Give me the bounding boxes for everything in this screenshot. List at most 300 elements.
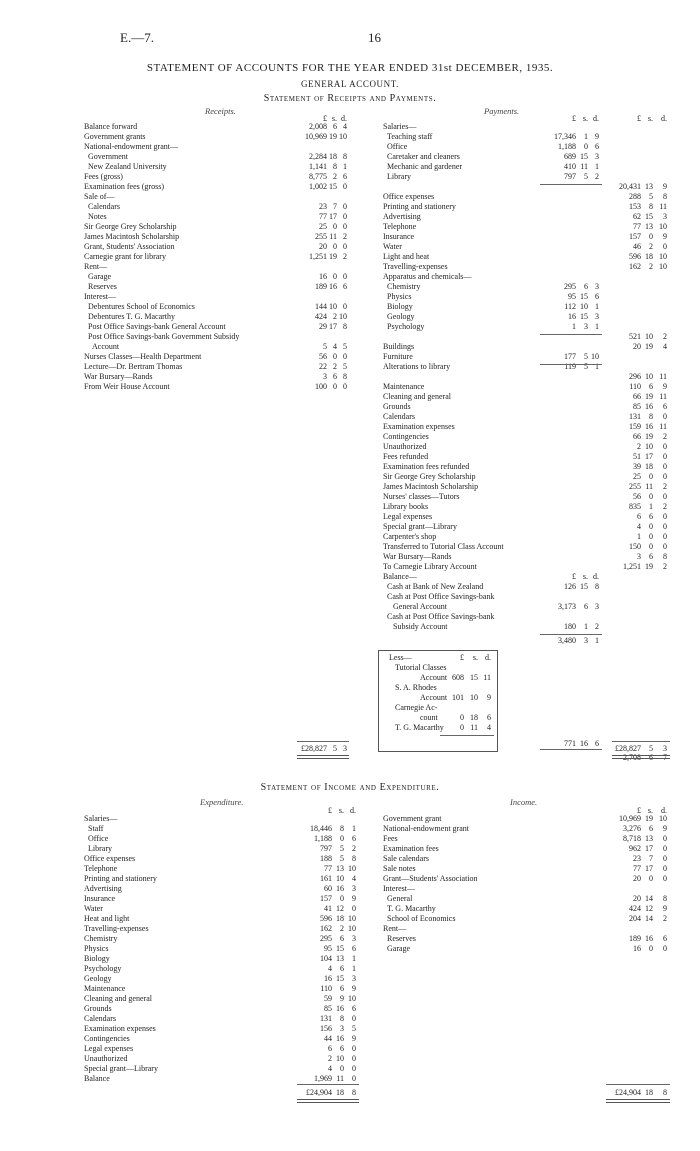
amount-pence: 1 — [352, 954, 356, 963]
amount-pence: 2 — [343, 232, 347, 241]
inner-amount-pounds: £ — [572, 572, 576, 581]
row-label: Library books — [383, 502, 429, 511]
outer-amount-pounds: 296 — [629, 372, 641, 381]
outer-amount-pounds: 62 — [633, 212, 641, 221]
row-label: Special grant—Library — [84, 1064, 158, 1073]
row-label: Printing and stationery — [84, 874, 157, 883]
row-label: Salaries— — [383, 122, 417, 131]
row-label: Rent— — [84, 262, 108, 271]
amount-shillings: 12 — [645, 904, 653, 913]
receipts-total-pence: 3 — [343, 744, 347, 753]
row-label: Fees (gross) — [84, 172, 123, 181]
less-amount-pounds: 101 — [452, 693, 464, 702]
amount-pence: 9 — [352, 1034, 356, 1043]
amount-shillings: 12 — [336, 904, 344, 913]
row-label: Chemistry — [387, 282, 421, 291]
row-label: Carpenter's shop — [383, 532, 437, 541]
row-label: Contingencies — [84, 1034, 130, 1043]
row-label: New Zealand University — [88, 162, 167, 171]
outer-amount-pounds: 39 — [633, 462, 641, 471]
row-label: Cash at Post Office Savings-bank — [387, 592, 495, 601]
outer-amount-shillings: 0 — [649, 532, 653, 541]
amount-pounds: 77 — [319, 212, 327, 221]
outer-amount-pence: 9 — [663, 382, 667, 391]
row-label: Government — [88, 152, 128, 161]
total-double-rule — [612, 755, 670, 759]
amount-shillings: 18 — [329, 152, 337, 161]
outer-amount-shillings: 2 — [649, 262, 653, 271]
amount-pence: 0 — [352, 1014, 356, 1023]
amount-pounds: 295 — [320, 934, 332, 943]
outer-amount-shillings: 19 — [645, 392, 653, 401]
row-label: T. G. Macarthy — [387, 904, 436, 913]
row-label: Telephone — [84, 864, 118, 873]
outer-amount-pence: 11 — [659, 422, 667, 431]
outer-amount-pounds: 56 — [633, 492, 641, 501]
amount-pence: 9 — [663, 824, 667, 833]
amount-pence: 1 — [352, 964, 356, 973]
subtotal-rule — [540, 334, 602, 335]
outer-amount-shillings: 10 — [645, 372, 653, 381]
outer-amount-pounds: 1,251 — [623, 562, 641, 571]
amount-shillings: 2 — [340, 924, 344, 933]
row-label: Examination expenses — [383, 422, 455, 431]
row-label: Cleaning and general — [383, 392, 451, 401]
amount-pounds: 255 — [315, 232, 327, 241]
row-label: Grounds — [84, 1004, 112, 1013]
outer-amount-pence: 0 — [663, 532, 667, 541]
income-total-shillings: 18 — [645, 1088, 653, 1097]
row-label: Account — [92, 342, 120, 351]
total-double-rule — [297, 755, 349, 759]
amount-pounds: 204 — [629, 914, 641, 923]
row-label: Cash at Bank of New Zealand — [387, 582, 484, 591]
row-label: Salaries— — [84, 814, 118, 823]
amount-pounds: 5 — [323, 342, 327, 351]
amount-shillings: 15 — [329, 182, 337, 191]
amount-pence: 0 — [663, 864, 667, 873]
amount-pence: 8 — [343, 372, 347, 381]
outer-amount-shillings: 11 — [645, 482, 653, 491]
row-label: Reserves — [387, 934, 416, 943]
outer-amount-shillings: 19 — [645, 342, 653, 351]
amount-pence: 10 — [339, 312, 347, 321]
amount-pence: 5 — [343, 362, 347, 371]
amount-pence: 2 — [343, 252, 347, 261]
total-double-rule — [297, 1099, 359, 1103]
row-label: Physics — [84, 944, 109, 953]
less-amount-shillings: 10 — [470, 693, 478, 702]
amount-pounds: 2 — [328, 1054, 332, 1063]
outer-amount-pounds: 255 — [629, 482, 641, 491]
pound-header: £ — [328, 806, 332, 815]
amount-pence: 6 — [352, 834, 356, 843]
less-amount-pence: 6 — [487, 713, 491, 722]
less-amount-shillings: 15 — [470, 673, 478, 682]
outer-amount-shillings: 0 — [649, 492, 653, 501]
less-amount-pounds: 0 — [460, 713, 464, 722]
outer-amount-pence: 0 — [663, 512, 667, 521]
amount-pounds: 4 — [328, 1064, 332, 1073]
shilling-header: s. — [338, 806, 344, 815]
outer-amount-pence: 0 — [663, 462, 667, 471]
row-label: Balance — [84, 1074, 110, 1083]
amount-shillings: 17 — [645, 864, 653, 873]
amount-shillings: 2 — [333, 312, 337, 321]
outer-amount-pounds: 110 — [629, 382, 641, 391]
amount-pence: 0 — [663, 834, 667, 843]
row-label: Unauthorized — [383, 442, 427, 451]
inner-amount-pounds: 95 — [568, 292, 576, 301]
receipts-total-shillings: 5 — [333, 744, 337, 753]
inner-amount-shillings: 5 — [584, 352, 588, 361]
inner-amount-pence: 6 — [595, 142, 599, 151]
inner-amount-pence: 3 — [595, 152, 599, 161]
amount-shillings: 0 — [340, 1064, 344, 1073]
less-amount-pence: 9 — [487, 693, 491, 702]
outer-amount-shillings: 6 — [649, 512, 653, 521]
inner-amount-shillings: s. — [582, 572, 588, 581]
outer-amount-shillings: 5 — [649, 192, 653, 201]
outer-amount-shillings: 10 — [645, 442, 653, 451]
inner-amount-pence: 10 — [591, 352, 599, 361]
outer-amount-pence: 8 — [663, 192, 667, 201]
less-header-shillings: s. — [472, 653, 478, 662]
row-label: Office expenses — [383, 192, 435, 201]
outer-amount-shillings: 17 — [645, 452, 653, 461]
amount-pence: 6 — [352, 944, 356, 953]
inner-amount-pence: d. — [593, 572, 599, 581]
outer-amount-pounds: 6 — [637, 512, 641, 521]
amount-pence: 0 — [343, 302, 347, 311]
inner-amount-pounds: 177 — [564, 352, 576, 361]
total-rule — [297, 1084, 359, 1085]
outer-amount-pounds: 157 — [629, 232, 641, 241]
receipts-total-pounds: £28,827 — [301, 744, 327, 753]
amount-pounds: 20 — [633, 874, 641, 883]
outer-amount-shillings: 16 — [645, 402, 653, 411]
amount-pounds: 29 — [319, 322, 327, 331]
outer-amount-pounds: 51 — [633, 452, 641, 461]
less-header-pounds: £ — [460, 653, 464, 662]
amount-shillings: 10 — [336, 1054, 344, 1063]
row-label: Examination expenses — [84, 1024, 156, 1033]
amount-pounds: 77 — [324, 864, 332, 873]
expenditure-total-pounds: £24,904 — [306, 1088, 332, 1097]
amount-shillings: 0 — [333, 222, 337, 231]
row-label: Carnegie Ac- — [395, 703, 438, 712]
amount-pounds: 162 — [320, 924, 332, 933]
outer-amount-pence: 6 — [663, 402, 667, 411]
amount-pounds: 8,775 — [309, 172, 327, 181]
subtotal-rule — [540, 184, 602, 185]
amount-pounds: 424 — [629, 904, 641, 913]
inner-amount-pence: 2 — [595, 622, 599, 631]
receipts-heading: Receipts. — [205, 106, 236, 116]
page-number: 16 — [368, 30, 381, 45]
row-label: Chemistry — [84, 934, 118, 943]
amount-pence: 6 — [343, 172, 347, 181]
less-amount-shillings: 11 — [470, 723, 478, 732]
row-label: Fees — [383, 834, 398, 843]
outer-amount-pounds: 77 — [633, 222, 641, 231]
row-label: Interest— — [84, 292, 116, 301]
amount-pence: 10 — [659, 814, 667, 823]
outer-amount-pence: 10 — [659, 222, 667, 231]
outer-amount-shillings: 0 — [649, 542, 653, 551]
total-rule — [612, 741, 670, 742]
outer-amount-pounds: 1 — [637, 532, 641, 541]
amount-shillings: 6 — [333, 372, 337, 381]
amount-pence: 0 — [343, 222, 347, 231]
total-rule — [606, 1084, 670, 1085]
amount-pounds: 16 — [633, 944, 641, 953]
inner-amount-pounds: 1,188 — [558, 142, 576, 151]
shilling-header: s. — [331, 114, 337, 123]
row-label: Geology — [84, 974, 112, 983]
amount-shillings: 3 — [340, 1024, 344, 1033]
row-label: War Bursary—Rands — [84, 372, 153, 381]
row-label: Fees refunded — [383, 452, 429, 461]
less-amount-pence: 4 — [487, 723, 491, 732]
amount-pence: 10 — [348, 914, 356, 923]
payments-total-pounds: £28,827 — [615, 744, 641, 753]
amount-pence: 6 — [352, 1004, 356, 1013]
amount-pounds: 6 — [328, 1044, 332, 1053]
amount-pounds: 1,251 — [309, 252, 327, 261]
row-label: Balance forward — [84, 122, 138, 131]
row-label: Staff — [88, 824, 104, 833]
inner-amount-shillings: 1 — [584, 622, 588, 631]
amount-pence: 8 — [663, 894, 667, 903]
inner-amount-pounds: 126 — [564, 582, 576, 591]
amount-shillings: 13 — [645, 834, 653, 843]
less-total-pounds: 771 — [564, 739, 576, 748]
inner-amount-shillings: 15 — [580, 292, 588, 301]
outer-amount-pence: 2 — [663, 562, 667, 571]
row-label: Water — [383, 242, 402, 251]
row-label: Biology — [387, 302, 413, 311]
amount-shillings: 19 — [329, 132, 337, 141]
row-label: Grounds — [383, 402, 411, 411]
amount-pounds: 2,008 — [309, 122, 327, 131]
row-label: Post Office Savings-bank General Account — [88, 322, 226, 331]
outer-amount-shillings: 19 — [645, 562, 653, 571]
outer-amount-shillings: 1 — [649, 502, 653, 511]
amount-pence: 4 — [343, 122, 347, 131]
inner-amount-shillings: 11 — [580, 162, 588, 171]
amount-pence: 4 — [352, 874, 356, 883]
amount-pounds: 20 — [633, 894, 641, 903]
row-label: Library — [387, 172, 411, 181]
outer-amount-pence: 8 — [663, 552, 667, 561]
inner-amount-pence: 1 — [595, 302, 599, 311]
outer-amount-pence: 10 — [659, 262, 667, 271]
row-label: Biology — [84, 954, 110, 963]
inner-amount-shillings: 6 — [584, 602, 588, 611]
amount-shillings: 8 — [340, 1014, 344, 1023]
outer-amount-pounds: 521 — [629, 332, 641, 341]
less-header-pence: d. — [485, 653, 491, 662]
outer-amount-pence: 2 — [663, 502, 667, 511]
amount-pounds: 188 — [320, 854, 332, 863]
amount-shillings: 4 — [333, 342, 337, 351]
outer-amount-shillings: 8 — [649, 412, 653, 421]
inner-amount-pence: 1 — [595, 362, 599, 371]
row-label: James Macintosh Scholarship — [84, 232, 180, 241]
outer-amount-pence: 2 — [663, 332, 667, 341]
amount-pounds: 77 — [633, 864, 641, 873]
inner-amount-shillings: 3 — [584, 322, 588, 331]
amount-shillings: 2 — [333, 362, 337, 371]
row-label: Psychology — [387, 322, 425, 331]
row-label: Examination fees — [383, 844, 439, 853]
row-label: James Macintosh Scholarship — [383, 482, 479, 491]
row-label: Garage — [387, 944, 411, 953]
inner-amount-pence: 3 — [595, 282, 599, 291]
pound-header: £ — [637, 806, 641, 815]
row-label: Account — [420, 673, 448, 682]
inner-amount-pounds: 410 — [564, 162, 576, 171]
row-label: Examination fees refunded — [383, 462, 470, 471]
amount-pounds: 10,969 — [619, 814, 641, 823]
row-label: Maintenance — [383, 382, 425, 391]
amount-pounds: 2,284 — [309, 152, 327, 161]
amount-shillings: 10 — [329, 302, 337, 311]
income-total-pounds: £24,904 — [615, 1088, 641, 1097]
amount-shillings: 8 — [340, 824, 344, 833]
amount-shillings: 16 — [336, 1004, 344, 1013]
outer-amount-pounds: 159 — [629, 422, 641, 431]
inner-amount-pence: 2 — [595, 172, 599, 181]
row-label: Cash at Post Office Savings-bank — [387, 612, 495, 621]
amount-pounds: 16 — [324, 974, 332, 983]
outer-amount-pounds: 150 — [629, 542, 641, 551]
pence-header-a: d. — [593, 114, 599, 123]
amount-pounds: 962 — [629, 844, 641, 853]
row-label: Special grant—Library — [383, 522, 457, 531]
amount-pounds: 156 — [320, 1024, 332, 1033]
amount-pence: 0 — [352, 1064, 356, 1073]
row-label: Sir George Grey Scholarship — [84, 222, 177, 231]
inner-amount-pence: 6 — [595, 292, 599, 301]
row-label: Grant—Students' Association — [383, 874, 478, 883]
amount-shillings: 6 — [340, 934, 344, 943]
row-label: count — [420, 713, 438, 722]
amount-pence: 0 — [352, 1044, 356, 1053]
row-label: Sale calendars — [383, 854, 429, 863]
row-label: Library — [88, 844, 112, 853]
amount-shillings: 15 — [336, 944, 344, 953]
amount-shillings: 17 — [645, 844, 653, 853]
outer-amount-pence: 0 — [663, 492, 667, 501]
row-label: Grant, Students' Association — [84, 242, 175, 251]
inner-amount-pence: 3 — [595, 602, 599, 611]
amount-shillings: 17 — [329, 322, 337, 331]
row-label: Office expenses — [84, 854, 136, 863]
amount-pounds: 41 — [324, 904, 332, 913]
less-amount-pounds: 0 — [460, 723, 464, 732]
amount-shillings: 0 — [333, 352, 337, 361]
amount-pence: 0 — [663, 944, 667, 953]
amount-pence: 0 — [352, 1074, 356, 1083]
row-label: To Carnegie Library Account — [383, 562, 477, 571]
amount-pence: 1 — [343, 162, 347, 171]
total-double-rule — [606, 1099, 670, 1103]
row-label: S. A. Rhodes — [395, 683, 437, 692]
outer-amount-shillings: 6 — [649, 552, 653, 561]
amount-shillings: 2 — [333, 172, 337, 181]
amount-shillings: 13 — [336, 954, 344, 963]
row-label: Government grants — [84, 132, 146, 141]
amount-shillings: 13 — [336, 864, 344, 873]
amount-pence: 0 — [352, 904, 356, 913]
amount-pence: 9 — [352, 984, 356, 993]
amount-shillings: 5 — [340, 844, 344, 853]
amount-shillings: 18 — [336, 914, 344, 923]
statement-title: STATEMENT OF ACCOUNTS FOR THE YEAR ENDED 31st DECEMBER, 1935. — [146, 62, 554, 74]
amount-pounds: 44 — [324, 1034, 332, 1043]
amount-pounds: 1,141 — [309, 162, 327, 171]
income-heading: Income. — [510, 797, 538, 807]
balance-subtotal-pounds: 3,480 — [558, 636, 576, 645]
row-label: Geology — [387, 312, 415, 321]
amount-shillings: 14 — [645, 894, 653, 903]
shilling-header-a: s. — [582, 114, 588, 123]
row-label: Lecture—Dr. Bertram Thomas — [84, 362, 183, 371]
row-label: Maintenance — [84, 984, 126, 993]
pence-header-b: d. — [661, 114, 667, 123]
amount-pounds: 8,718 — [623, 834, 641, 843]
amount-pounds: 59 — [324, 994, 332, 1003]
amount-pounds: 131 — [320, 1014, 332, 1023]
row-label: T. G. Macarthy — [395, 723, 444, 732]
less-amount-pence: 11 — [483, 673, 491, 682]
inner-amount-pence: 1 — [595, 322, 599, 331]
amount-pounds: 18,446 — [310, 824, 332, 833]
row-label: War Bursary—Rands — [383, 552, 452, 561]
row-label: Psychology — [84, 964, 122, 973]
outer-amount-shillings: 13 — [645, 182, 653, 191]
amount-pence: 3 — [352, 884, 356, 893]
income-expenditure-title: Statement of Income and Expenditure. — [260, 782, 440, 793]
amount-pence: 6 — [663, 934, 667, 943]
outer-amount-pounds: 25 — [633, 472, 641, 481]
row-label: Apparatus and chemicals— — [383, 272, 472, 281]
payments-heading: Payments. — [484, 106, 520, 116]
row-label: Insurance — [383, 232, 415, 241]
outer-amount-pounds: 3 — [637, 552, 641, 561]
amount-shillings: 0 — [649, 944, 653, 953]
outer-amount-pence: 2 — [663, 482, 667, 491]
expenditure-total-pence: 8 — [352, 1088, 356, 1097]
amount-pounds: 4 — [328, 964, 332, 973]
amount-shillings: 7 — [649, 854, 653, 863]
amount-shillings: 6 — [333, 122, 337, 131]
inner-amount-shillings: 1 — [584, 132, 588, 141]
outer-amount-pence: 9 — [663, 232, 667, 241]
balance-rule — [540, 634, 602, 635]
row-label: Physics — [387, 292, 412, 301]
pence-header: d. — [341, 114, 347, 123]
amount-pence: 0 — [343, 242, 347, 251]
receipts-payments-title: Statement of Receipts and Payments. — [263, 93, 437, 104]
amount-shillings: 0 — [649, 874, 653, 883]
amount-pence: 0 — [663, 874, 667, 883]
outer-amount-pounds: 596 — [629, 252, 641, 261]
final-balance-pence: 7 — [663, 753, 667, 762]
row-label: Printing and stationery — [383, 202, 456, 211]
